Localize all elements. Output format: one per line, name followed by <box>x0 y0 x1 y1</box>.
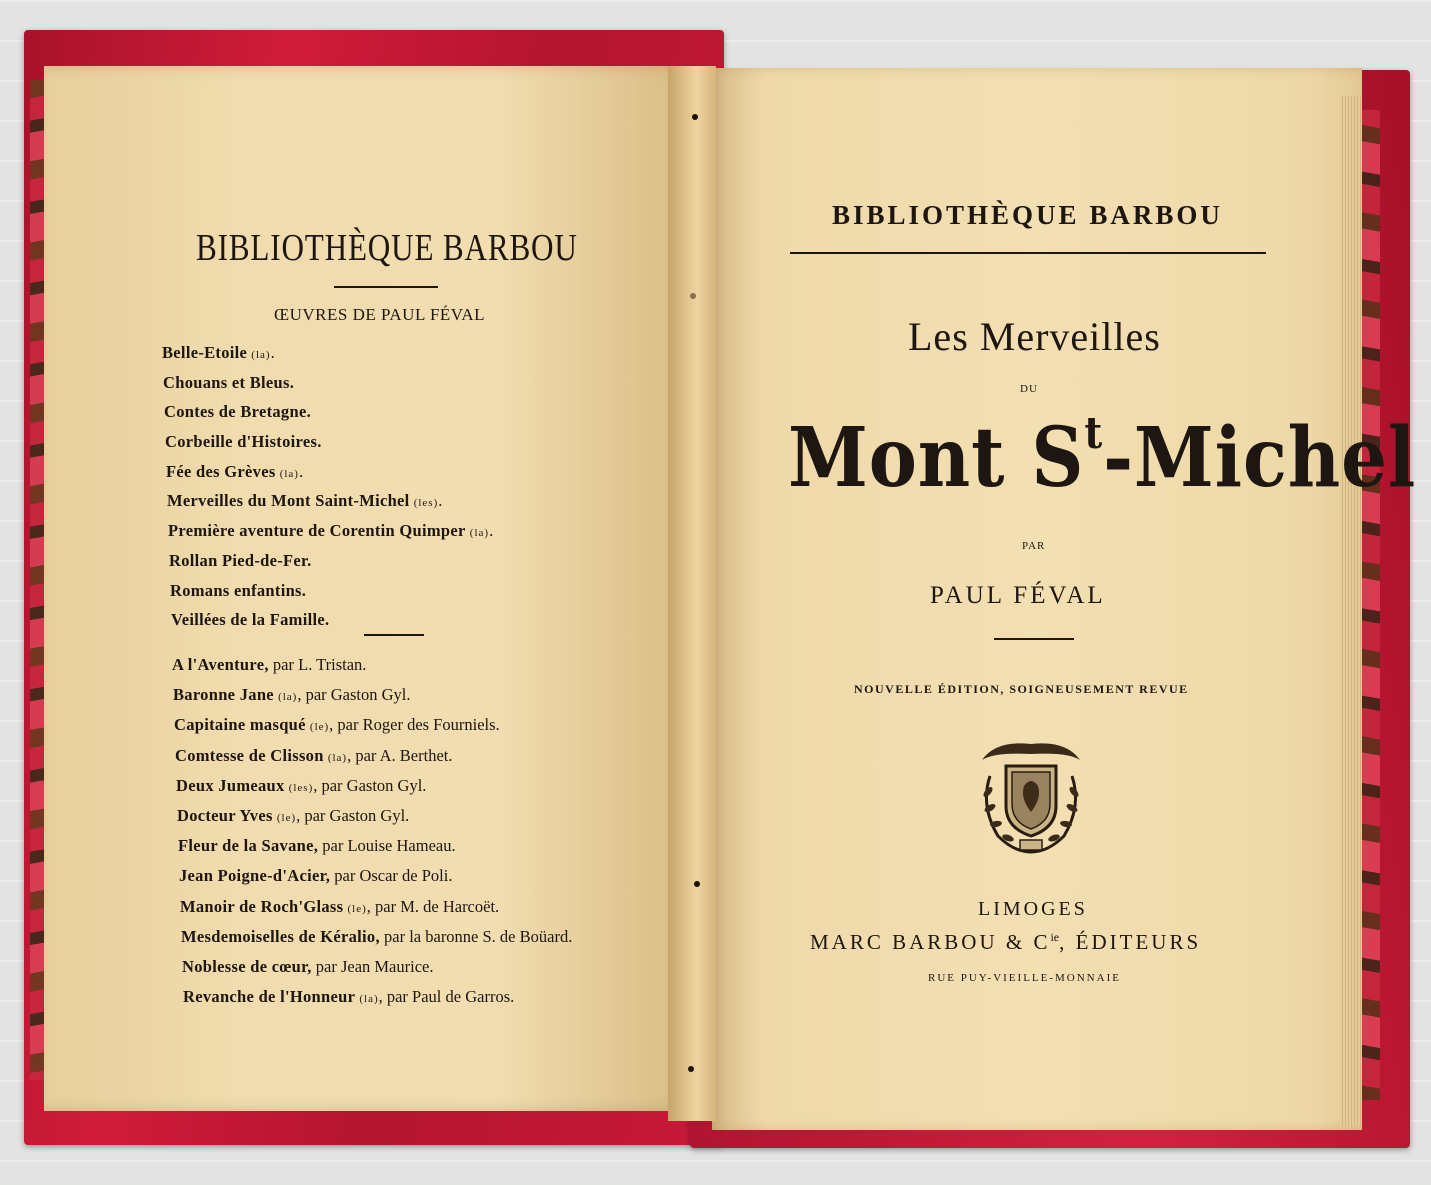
list-item <box>177 801 572 831</box>
list-separator-rule <box>364 634 424 636</box>
work-title: Corbeille d'Histoires. <box>165 432 322 452</box>
list-item <box>178 831 572 861</box>
book-title-end: -Michel <box>1103 410 1417 506</box>
work-author: , par A. Berthet. <box>347 745 453 765</box>
list-item <box>179 861 572 891</box>
publisher-sup: ie <box>1050 930 1060 944</box>
page-block-edge <box>1340 96 1362 1126</box>
list-item <box>165 427 493 457</box>
work-title: Deux Jumeaux <box>176 775 285 795</box>
book-title-connector: DU <box>1020 383 1038 395</box>
list-item <box>176 771 572 801</box>
work-title: Veillées de la Famille. <box>171 610 330 630</box>
work-title: Chouans et Bleus. <box>163 372 295 392</box>
publisher-main: MARC BARBOU & C <box>810 930 1051 954</box>
work-title: Fleur de la Savane, <box>178 836 319 856</box>
list-item <box>169 546 493 576</box>
work-article: (la) <box>251 349 271 361</box>
list-item <box>180 892 572 922</box>
work-title: Contes de Bretagne. <box>164 402 312 422</box>
list-item <box>183 982 572 1012</box>
left-series-title: BIBLIOTHÈQUE BARBOU <box>196 227 578 269</box>
work-title: Docteur Yves <box>177 805 273 825</box>
binding-stitch <box>692 114 698 120</box>
work-author: , par M. de Harcoët. <box>366 896 500 916</box>
work-title: Comtesse de Clisson <box>175 745 324 765</box>
right-title-rule <box>790 252 1266 254</box>
list-item <box>175 741 572 771</box>
binding-stitch <box>688 1066 694 1072</box>
list-item <box>173 680 572 710</box>
work-author: par Jean Maurice. <box>311 956 434 976</box>
work-author: , par Gaston Gyl. <box>296 805 410 825</box>
work-article: (le) <box>276 811 297 824</box>
list-item <box>163 368 493 398</box>
work-author: , par Roger des Fourniels. <box>329 715 500 735</box>
binding-stitch <box>690 293 696 299</box>
book-title-sup: t <box>1084 408 1104 459</box>
list-item <box>171 605 493 635</box>
work-author: . <box>438 491 443 511</box>
work-article: (la) <box>469 527 490 540</box>
right-series-title: BIBLIOTHÈQUE BARBOU <box>832 200 1223 230</box>
book-title-line1: Les Merveilles <box>908 314 1161 359</box>
list-item <box>168 516 493 546</box>
list-item <box>170 576 493 606</box>
list-item <box>182 952 572 982</box>
book-title-main: Mont S <box>788 410 1085 506</box>
other-works-list <box>172 650 572 1012</box>
work-title: Capitaine masqué <box>174 715 306 735</box>
list-item <box>164 397 493 427</box>
publisher-end: , ÉDITEURS <box>1059 930 1202 954</box>
work-title: Mesdemoiselles de Kéralio, <box>181 926 380 946</box>
work-title: Baronne Jane <box>173 685 274 705</box>
author-rule <box>994 638 1074 640</box>
by-label: PAR <box>1022 540 1046 552</box>
left-title-rule <box>334 286 438 288</box>
work-author: , par Gaston Gyl. <box>313 775 427 795</box>
list-item <box>167 486 493 516</box>
work-title: Première aventure de Corentin Quimper <box>168 521 466 541</box>
work-author: . <box>489 521 494 541</box>
list-item <box>174 710 572 740</box>
work-title: Jean Poigne-d'Acier, <box>179 866 331 886</box>
publisher-street: RUE PUY-VIEILLE-MONNAIE <box>928 972 1121 984</box>
work-author: par Oscar de Poli. <box>330 866 453 886</box>
feval-works-list <box>162 338 493 635</box>
work-article: (la) <box>327 751 348 764</box>
work-title: Noblesse de cœur, <box>182 956 312 976</box>
list-item <box>162 338 493 368</box>
list-item <box>181 922 572 952</box>
work-author: par la baronne S. de Boüard. <box>379 926 573 946</box>
feval-works-heading: ŒUVRES DE PAUL FÉVAL <box>274 305 486 324</box>
publisher-name <box>810 930 1201 955</box>
work-title: Manoir de Roch'Glass <box>180 896 344 916</box>
work-article: (le) <box>309 721 330 734</box>
work-title: Merveilles du Mont Saint-Michel <box>167 491 410 511</box>
work-article: (la) <box>278 691 298 704</box>
binding-stitch <box>694 881 700 887</box>
work-title: Romans enfantins. <box>170 580 307 600</box>
work-author: , par Paul de Garros. <box>378 987 515 1007</box>
work-author: par Louise Hameau. <box>318 836 456 856</box>
publisher-emblem-icon <box>976 736 1086 858</box>
work-author: . <box>298 461 304 481</box>
publisher-city: LIMOGES <box>978 898 1088 920</box>
marbled-edge-left <box>30 80 44 1080</box>
list-item <box>166 457 493 487</box>
work-article: (le) <box>347 902 367 915</box>
work-author: . <box>270 343 275 362</box>
work-article: (les) <box>413 497 439 510</box>
work-author: par L. Tristan. <box>268 655 367 674</box>
edition-note: NOUVELLE ÉDITION, SOIGNEUSEMENT REVUE <box>854 682 1189 696</box>
work-article: (les) <box>288 781 314 794</box>
work-author: , par Gaston Gyl. <box>297 685 411 705</box>
author-name: PAUL FÉVAL <box>930 582 1106 609</box>
work-title: Rollan Pied-de-Fer. <box>169 550 312 570</box>
book-gutter <box>668 66 716 1121</box>
work-article: (la) <box>359 993 379 1006</box>
work-title: A l'Aventure, <box>172 655 269 674</box>
list-item <box>172 650 572 680</box>
book-title-line2 <box>788 408 1416 506</box>
work-title: Fée des Grèves <box>166 461 276 481</box>
work-article: (la) <box>279 467 299 480</box>
work-title: Belle-Etoile <box>162 343 248 362</box>
work-title: Revanche de l'Honneur <box>183 987 356 1007</box>
